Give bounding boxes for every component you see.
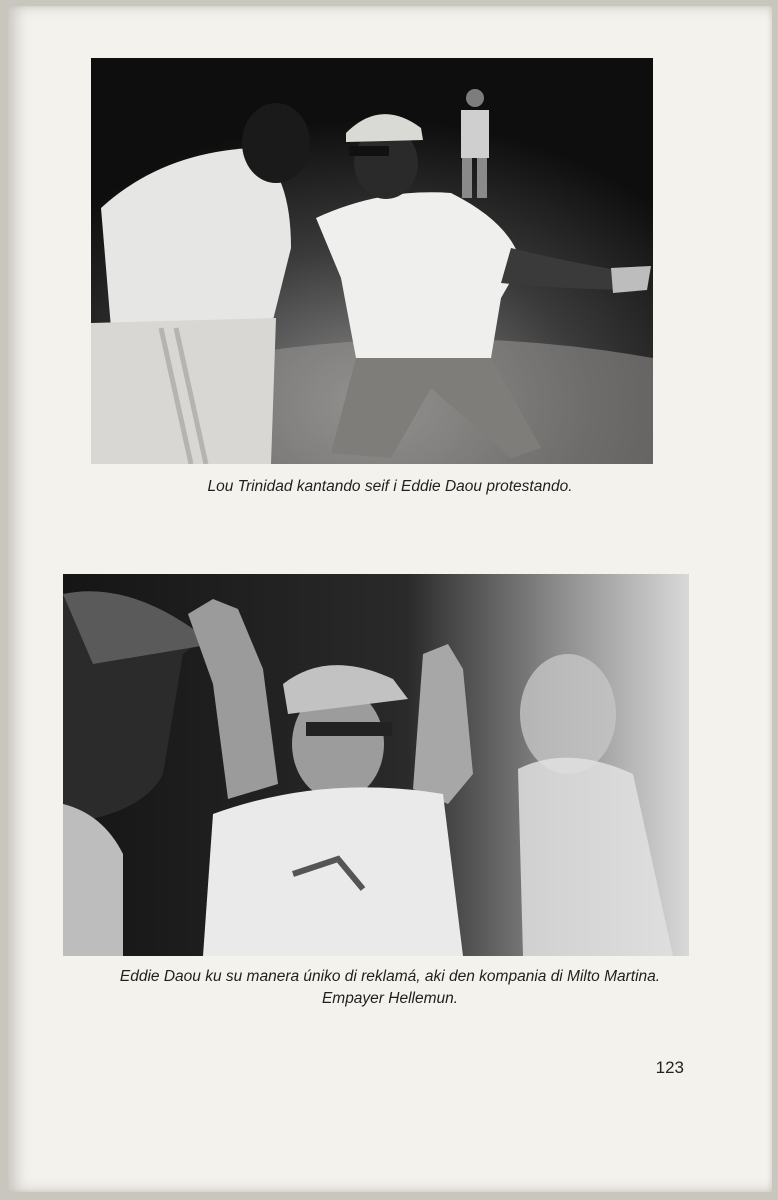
photo-umpire-protest: [91, 58, 653, 464]
photo-umpire-gesture: [63, 574, 689, 956]
book-page: [8, 6, 772, 1192]
caption-bottom-line1: Eddie Daou ku su manera úniko di reklamá, aki den kompania di Milto Martina.: [119, 968, 661, 985]
caption-top: Lou Trinidad kantando seif i Eddie Daou protestando.: [207, 478, 573, 495]
page-number: 123: [655, 1058, 684, 1077]
caption-bottom-line2: Empayer Hellemun.: [321, 990, 459, 1007]
